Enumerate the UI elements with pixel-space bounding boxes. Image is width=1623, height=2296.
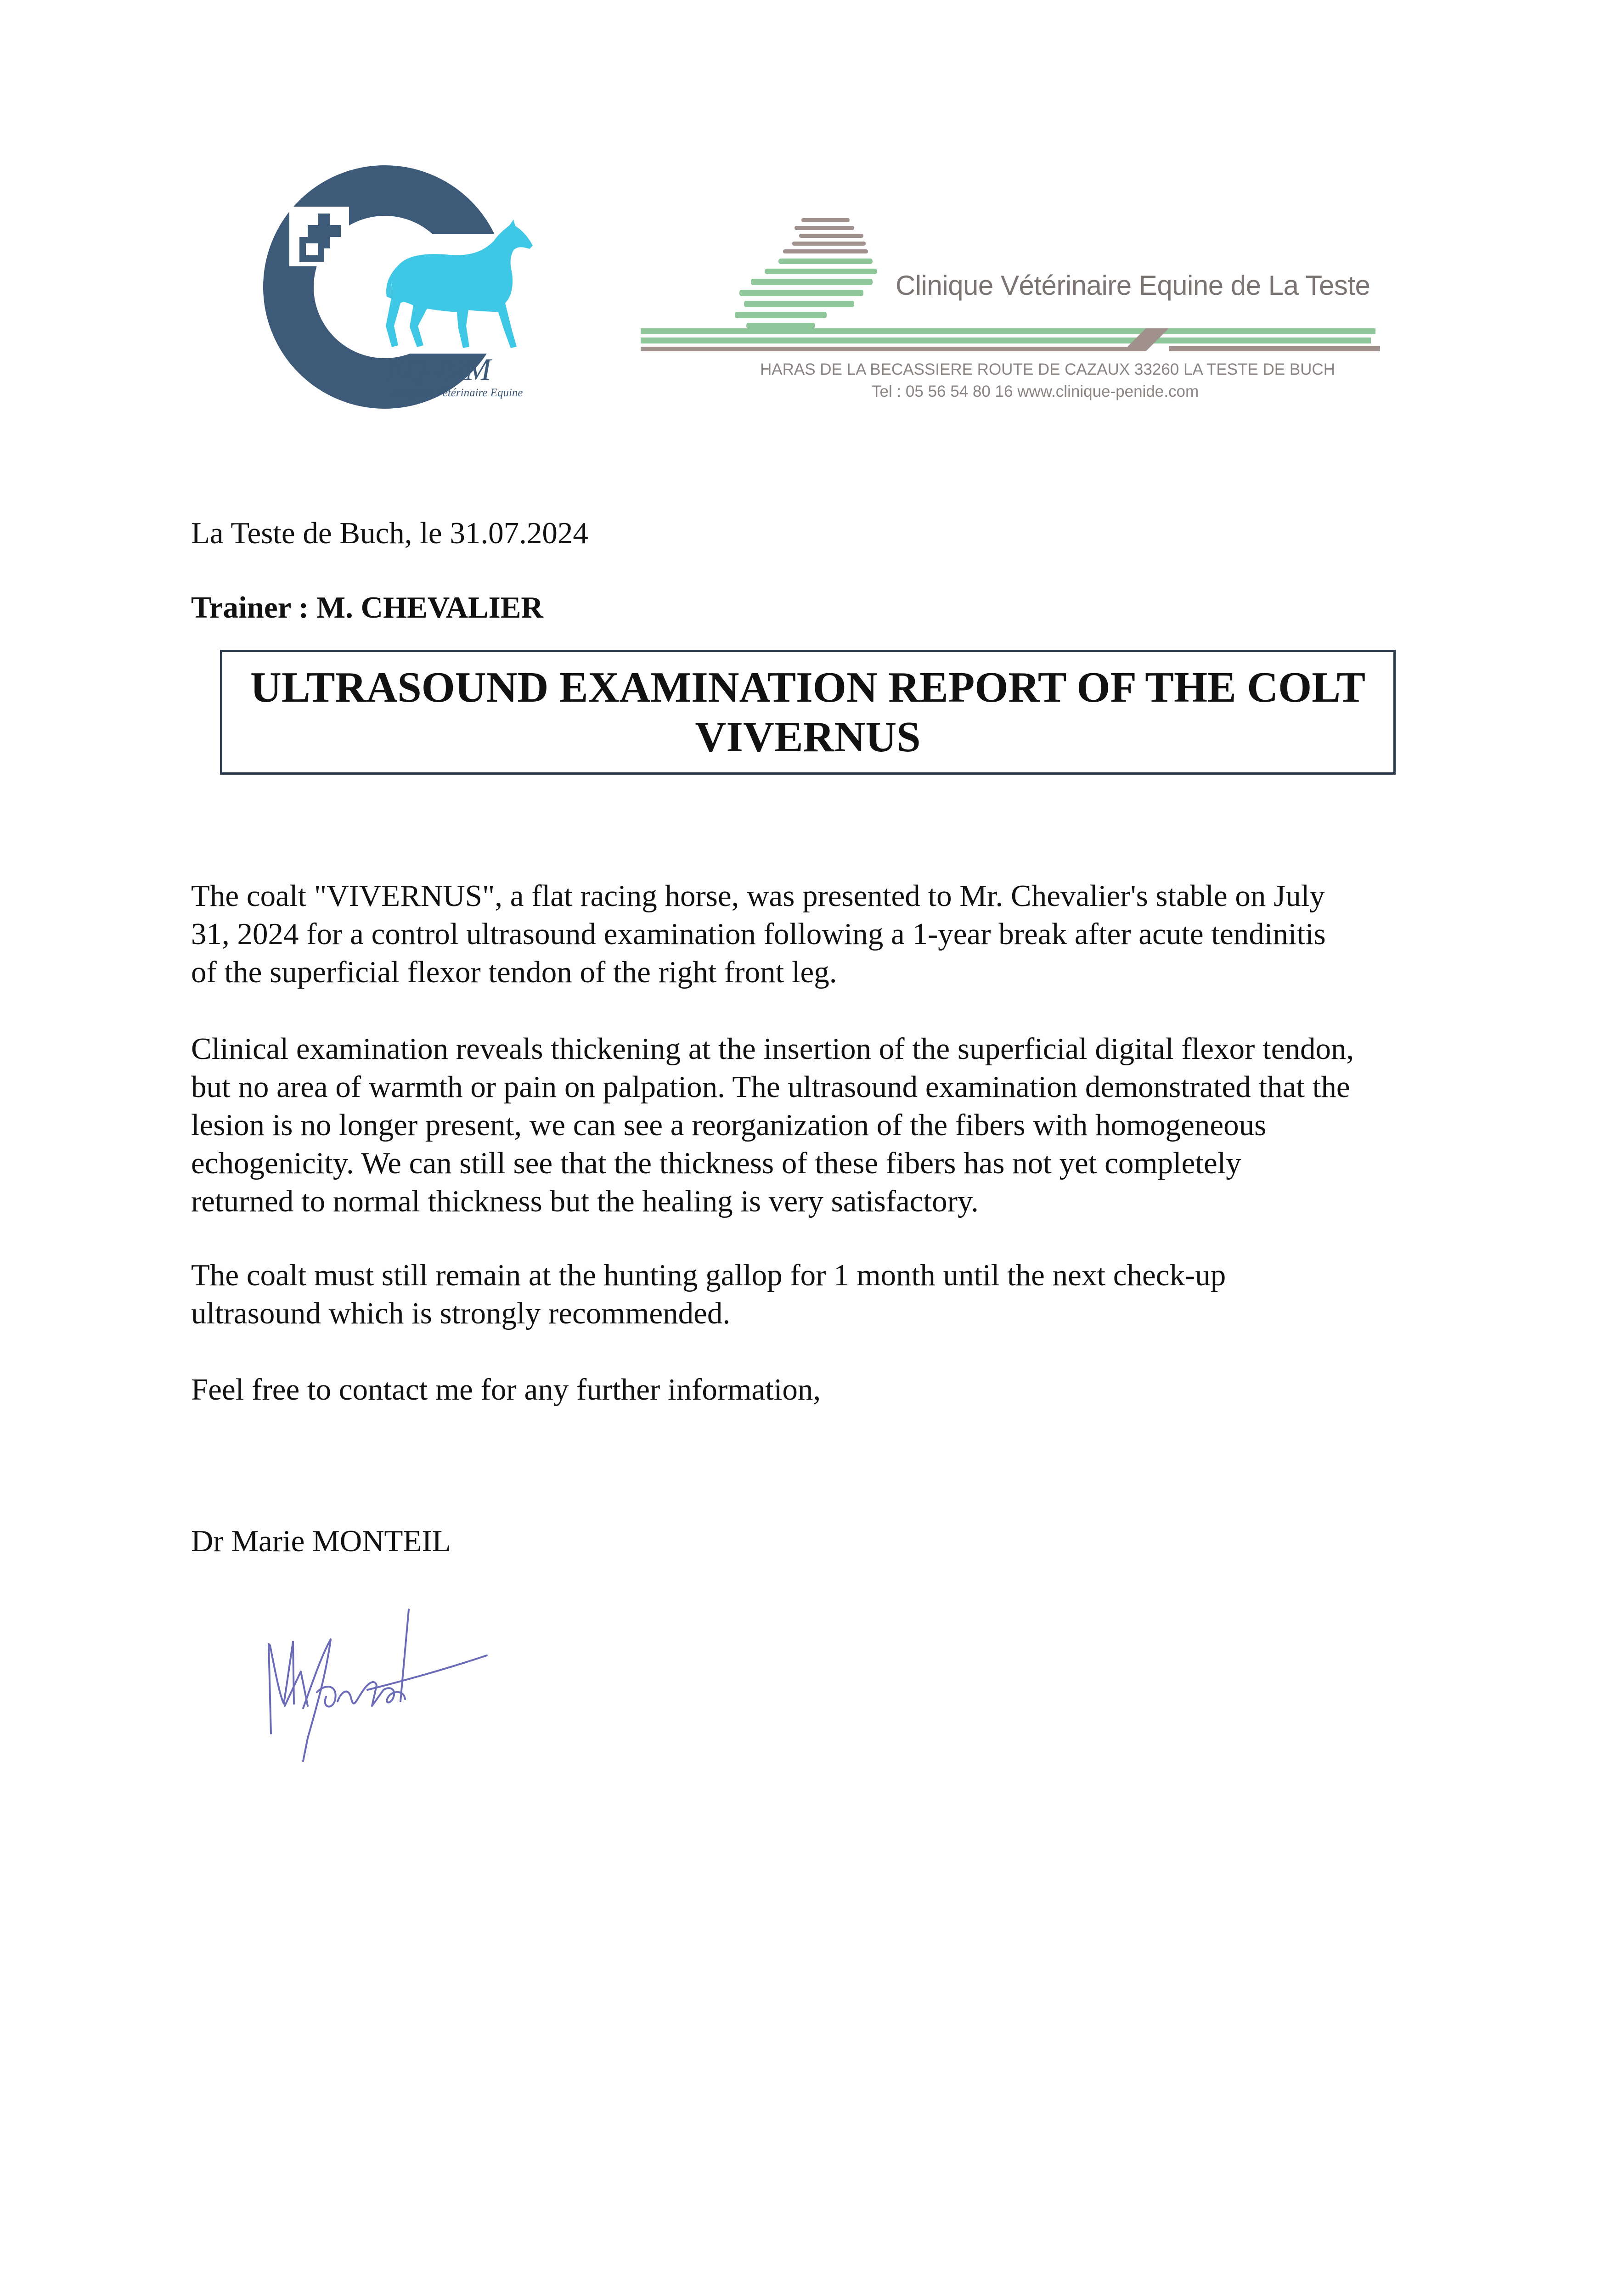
paragraph-line: but no area of warmth or pain on palpation. The ultrasound examination demonstrated that the: [191, 1070, 1350, 1104]
paragraph-line: lesion is no longer present, we can see a reorganization of the fibers with homogeneous: [191, 1108, 1267, 1142]
paragraph-closing: [191, 1371, 1440, 1409]
clinic-address: HARAS DE LA BECASSIERE ROUTE DE CAZAUX 33260 LA TESTE DE BUCH: [760, 360, 1335, 378]
signature-icon: [257, 1591, 496, 1775]
eq-irm-name: EQ-IRM: [386, 352, 491, 387]
paragraph-findings: [191, 1030, 1440, 1221]
paragraph-recommendation: [191, 1256, 1440, 1333]
paragraph-line: The coalt must still remain at the hunting gallop for 1 month until the next check-up: [191, 1258, 1226, 1292]
clinic-contact: Tel : 05 56 54 80 16 www.clinique-penide.com: [872, 383, 1199, 400]
paragraph-line: echogenicity. We can still see that the thickness of these fibers has not yet completely: [191, 1146, 1241, 1180]
paragraph-presentation: [191, 877, 1440, 991]
clinic-logo: [641, 214, 1380, 406]
report-title: ULTRASOUND EXAMINATION REPORT OF THE COLT VIVERNUS: [250, 664, 1366, 761]
paragraph-line: ultrasound which is strongly recommended.: [191, 1296, 731, 1330]
paragraph-line: of the superficial flexor tendon of the right front leg.: [191, 955, 837, 989]
signatory-name: Dr Marie MONTEIL: [191, 1524, 451, 1558]
paragraph-line: returned to normal thickness but the healing is very satisfactory.: [191, 1184, 979, 1218]
clinic-name: Clinique Vétérinaire Equine de La Teste: [896, 270, 1370, 301]
paragraph-line: Clinical examination reveals thickening at the insertion of the superficial digital flexor tendon,: [191, 1032, 1354, 1066]
place-date: La Teste de Buch, le 31.07.2024: [191, 516, 588, 550]
paragraph-line: Feel free to contact me for any further information,: [191, 1373, 821, 1407]
eq-irm-logo: [262, 165, 556, 413]
eq-irm-subtitle: Imagerie Vétérinaire Equine: [391, 387, 523, 399]
report-title-box: [220, 650, 1396, 775]
paragraph-line: 31, 2024 for a control ultrasound examination following a 1-year break after acute tendinitis: [191, 917, 1326, 951]
paragraph-line: The coalt "VIVERNUS", a flat racing horse, was presented to Mr. Chevalier's stable on July: [191, 879, 1325, 913]
trainer-line: Trainer : M. CHEVALIER: [191, 591, 543, 625]
handwritten-signature: [257, 1591, 496, 1775]
